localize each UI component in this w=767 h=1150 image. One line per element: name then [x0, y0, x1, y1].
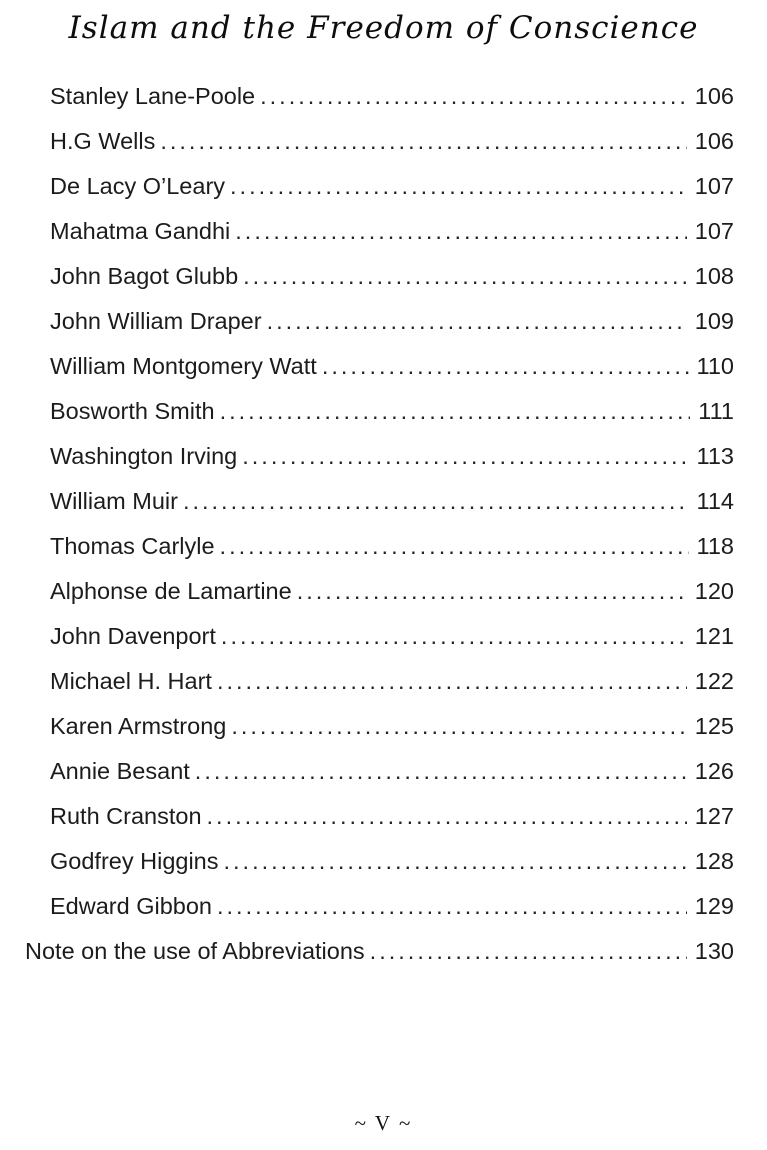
toc-entry [25, 794, 734, 839]
dot-leader [231, 704, 686, 749]
toc-entry-page-number: 120 [694, 578, 734, 604]
toc-entry [25, 299, 734, 344]
toc-entry-page-number: 106 [694, 128, 734, 154]
toc-entry-page-number: 108 [694, 263, 734, 289]
dot-leader [221, 614, 687, 659]
page-title: Islam and the Freedom of Conscience [68, 10, 699, 46]
dot-leader [207, 794, 687, 839]
toc-entry [25, 614, 734, 659]
toc-entry-page-number: 128 [694, 848, 734, 874]
toc-entry-label: Ruth Cranston [50, 803, 202, 829]
toc-entry [25, 254, 734, 299]
toc-entry [25, 209, 734, 254]
dot-leader [260, 74, 687, 119]
page-number-footer: ~ V ~ [354, 1111, 413, 1135]
toc-entry-label: John Davenport [50, 623, 216, 649]
dot-leader [224, 839, 687, 884]
dot-leader [160, 119, 686, 164]
toc-entry [25, 434, 734, 479]
toc-entry [25, 569, 734, 614]
toc-entry-page-number: 107 [694, 218, 734, 244]
toc-entry [25, 119, 734, 164]
toc-entry-label: Note on the use of Abbreviations [25, 938, 365, 964]
toc-entry-page-number: 122 [694, 668, 734, 694]
dot-leader [370, 929, 687, 974]
dot-leader [183, 479, 689, 524]
toc-entry [25, 839, 734, 884]
toc-entry-page-number: 113 [696, 443, 734, 469]
toc-entry [25, 929, 734, 974]
toc-entry-page-number: 107 [694, 173, 734, 199]
toc-entry-label: Michael H. Hart [50, 668, 212, 694]
toc-entry-label: Karen Armstrong [50, 713, 227, 739]
toc-entry-page-number: 121 [694, 623, 734, 649]
toc-entry [25, 164, 734, 209]
toc-entry-page-number: 110 [696, 353, 734, 379]
dot-leader [243, 254, 687, 299]
toc-entry-label: De Lacy O’Leary [50, 173, 226, 199]
toc-entry-page-number: 125 [694, 713, 734, 739]
toc-entry-page-number: 130 [694, 938, 734, 964]
toc-entry [25, 389, 734, 434]
dot-leader [217, 659, 687, 704]
toc-entry-page-number: 114 [696, 488, 734, 514]
toc-entry-page-number: 118 [696, 533, 734, 559]
toc-entry-page-number: 126 [694, 758, 734, 784]
dot-leader [217, 884, 687, 929]
toc-entry-label: John William Draper [50, 308, 262, 334]
toc-entry [25, 74, 734, 119]
toc-entry-label: H.G Wells [50, 128, 156, 154]
toc-entry-label: Thomas Carlyle [50, 533, 215, 559]
toc-entry [25, 479, 734, 524]
dot-leader [235, 209, 687, 254]
toc-entry [25, 749, 734, 794]
toc-entry-label: Annie Besant [50, 758, 190, 784]
table-of-contents [0, 74, 767, 974]
dot-leader [242, 434, 688, 479]
toc-entry-label: Edward Gibbon [50, 893, 212, 919]
dot-leader [322, 344, 689, 389]
toc-entry-label: William Muir [50, 488, 178, 514]
dot-leader [230, 164, 687, 209]
dot-leader [220, 389, 691, 434]
toc-entry-label: Washington Irving [50, 443, 238, 469]
toc-entry-label: Bosworth Smith [50, 398, 215, 424]
dot-leader [195, 749, 687, 794]
dot-leader [220, 524, 689, 569]
dot-leader [267, 299, 687, 344]
toc-entry-label: John Bagot Glubb [50, 263, 239, 289]
toc-entry-page-number: 127 [694, 803, 734, 829]
toc-entry [25, 524, 734, 569]
toc-entry-page-number: 111 [698, 398, 734, 424]
dot-leader [297, 569, 687, 614]
toc-entry [25, 704, 734, 749]
toc-entry-label: William Montgomery Watt [50, 353, 317, 379]
toc-entry-label: Alphonse de Lamartine [50, 578, 292, 604]
toc-entry-page-number: 106 [694, 83, 734, 109]
toc-entry-label: Stanley Lane-Poole [50, 83, 256, 109]
toc-entry [25, 659, 734, 704]
toc-entry [25, 344, 734, 389]
toc-entry-label: Godfrey Higgins [50, 848, 219, 874]
toc-entry-page-number: 109 [694, 308, 734, 334]
toc-entry [25, 884, 734, 929]
toc-entry-label: Mahatma Gandhi [50, 218, 231, 244]
toc-entry-page-number: 129 [694, 893, 734, 919]
